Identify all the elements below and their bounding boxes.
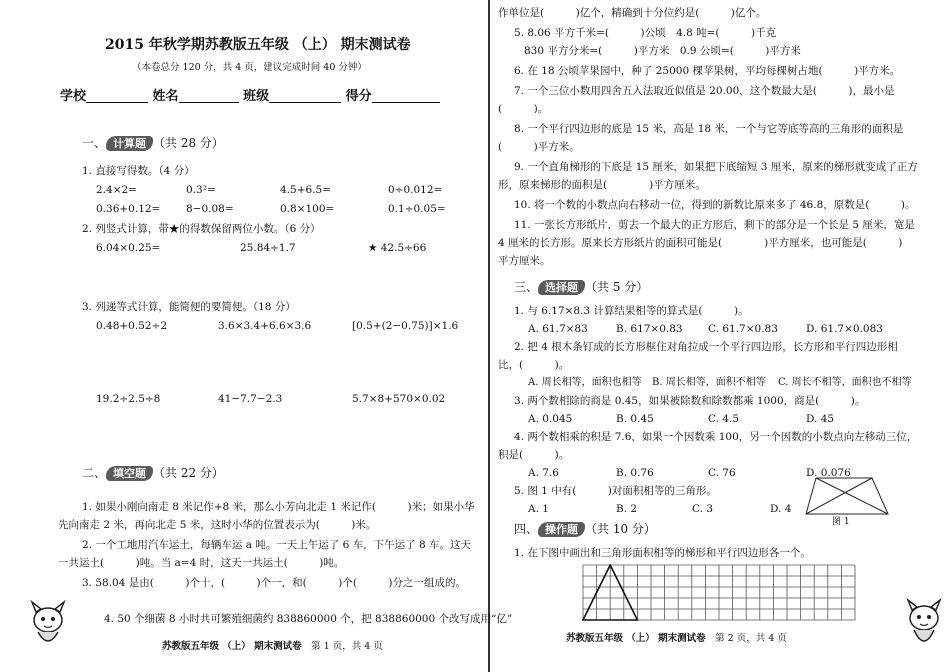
fill-q2: 2. 一个工地用汽车运土，每辆车运 a 吨。一天上午运了 6 车，下午运了 8 车。这天 — [82, 539, 472, 551]
section-points: （共 5 分） — [585, 280, 649, 294]
choice-option: C. 76 — [708, 467, 736, 479]
section-number: 三、 — [514, 280, 539, 294]
q3-item: [0.5+(2−0.75)]×1.6 — [352, 320, 459, 332]
choice-q5: 5. 图 1 中有( )对面积相等的三角形。 — [514, 485, 717, 497]
q2-item: 25.84÷1.7 — [240, 242, 296, 254]
exam-page-2 — [492, 0, 950, 672]
school-label: 学校 — [60, 89, 87, 104]
fill-q8: 8. 一个平行四边形的底是 15 米，高是 18 米，一个与它等底等高的三角形的面积是 — [514, 123, 904, 135]
section-3-header — [514, 280, 648, 295]
fill-q10: 10. 将一个数的小数点向右移动一位，得到的新数比原来多了 46.8，原数是( )。 — [514, 199, 916, 211]
exam-title: 2015 年秋学期苏教版五年级 （上） 期末测试卷 — [105, 37, 411, 53]
section-badge: 选择题 — [538, 280, 585, 295]
footer-title: 苏教版五年级 （上） 期末测试卷 — [566, 633, 706, 644]
choice-option: C. 61.7×0.83 — [708, 323, 778, 335]
section-number: 二、 — [82, 466, 107, 480]
section-points: （共 28 分） — [153, 136, 224, 150]
fill-q4: 4. 50 个细菌 8 小时共可繁殖细菌约 838860000 个，把 838860000 个改写成用“亿” — [104, 613, 513, 625]
section-number: 四、 — [514, 522, 539, 536]
cartoon-mascot-icon — [26, 598, 70, 654]
q2-heading: 2. 列竖式计算，带★的得数保留两位小数。（6 分） — [82, 223, 321, 235]
choice-q4-cont: 积是( )。 — [498, 449, 570, 461]
choice-option: B. 0.76 — [616, 467, 654, 479]
fill-q1: 1. 如果小刚向南走 8 米记作+8 米，那么小芳向北走 1 米记作( )米；如果小华 — [82, 501, 475, 513]
class-field[interactable] — [269, 90, 341, 103]
choice-q2-cont: 比，( )。 — [498, 359, 570, 371]
section-4-header — [514, 522, 656, 537]
fill-q7-cont: ( )。 — [498, 103, 549, 115]
page-footer — [566, 634, 787, 644]
choice-option: A. 61.7×83 — [528, 323, 588, 335]
q1-item: 0.36+0.12= — [96, 203, 161, 215]
q2-item: ★ 42.5÷66 — [368, 242, 427, 254]
q3-item: 19.2÷2.5÷8 — [96, 393, 161, 405]
q2-item: 6.04×0.25= — [96, 242, 161, 254]
q1-item: 4.5+6.5= — [280, 184, 331, 196]
operation-q1: 1. 在下图中画出和三角形面积相等的梯形和平行四边形各一个。 — [514, 547, 811, 559]
q3-item: 3.6×3.4+6.6×3.6 — [218, 320, 312, 332]
fill-q1-cont: 先向南走 2 米，再向北走 5 米，这时小华的位置表示为( )米。 — [58, 519, 377, 531]
choice-option: D. 61.7×0.083 — [806, 323, 883, 335]
choice-option: B. 周长相等，面积不相等 — [652, 377, 766, 388]
fill-q11-cont: 4 厘米的长方形。原来长方形纸片的面积可能是( )平方厘米，也可能是( ) — [498, 237, 903, 249]
q1-heading: 1. 直接写得数。（4 分） — [82, 165, 195, 177]
q1-item: 0.1÷0.05= — [388, 203, 446, 215]
choice-option: C. 周长不相等，面积也不相等 — [778, 377, 912, 388]
q3-item: 0.48+0.52÷2 — [96, 320, 168, 332]
q1-item: 0.8×100= — [280, 203, 335, 215]
choice-option: A. 7.6 — [528, 467, 559, 479]
fill-q5-cont: 830 平方分米=( )平方米 0.9 公顷=( )平方米 — [524, 45, 801, 57]
fill-q3: 3. 58.04 是由( )个十，( )个一，和( )个( )分之一组成的。 — [82, 577, 467, 589]
fill-q9: 9. 一个直角梯形的下底是 15 厘米，如果把下底缩短 3 厘米，原来的梯形就变成了正方 — [514, 161, 918, 173]
q1-item: 0.3²= — [186, 184, 216, 196]
section-points: （共 10 分） — [585, 522, 656, 536]
choice-option: D. 4 — [770, 503, 792, 515]
fill-q11-cont2: 平方厘米。 — [498, 255, 551, 267]
fill-q7: 7. 一个三位小数用四舍五入法取近似值是 20.00，这个数最大是( )，最小是 — [514, 85, 895, 97]
choice-q3: 3. 两个数相除的商是 0.45，如果被除数和除数都乘 1000，商是( )。 — [514, 395, 866, 407]
footer-page-number: 第 1 页，共 4 页 — [311, 641, 383, 652]
choice-q2: 2. 把 4 根木条钉成的长方形框住对角拉成一个平行四边形，长方形和平行四边形相 — [514, 341, 898, 353]
q1-item: 8−0.08= — [186, 203, 234, 215]
section-1-header — [82, 136, 224, 151]
cartoon-mascot-icon — [902, 596, 946, 656]
fill-q9-cont: 形，原来梯形的面积是( )平方厘米。 — [498, 179, 706, 191]
choice-option: A. 0.045 — [528, 413, 573, 425]
section-badge: 计算题 — [106, 136, 153, 151]
section-points: （共 22 分） — [153, 466, 224, 480]
section-2-header — [82, 466, 224, 481]
choice-option: D. 0.076 — [806, 467, 851, 479]
q3-item: 5.7×8+570×0.02 — [352, 393, 446, 405]
choice-option: C. 4.5 — [708, 413, 740, 425]
figure-1-label: 图 1 — [832, 517, 850, 527]
choice-option: B. 2 — [616, 503, 638, 515]
footer-page-number: 第 2 页，共 4 页 — [715, 633, 787, 644]
fill-q4-cont: 作单位是( )亿个，精确到十分位约是( )亿个。 — [498, 7, 767, 19]
fill-q11: 11. 一张长方形纸片，剪去一个最大的正方形后，剩下的部分是一个长是 5 厘米，宽是 — [514, 219, 915, 231]
fill-q5: 5. 8.06 平方千米=( )公顷 4.8 吨=( )千克 — [514, 27, 777, 39]
q1-item: 0÷0.012= — [388, 184, 443, 196]
score-field[interactable] — [372, 90, 440, 103]
section-badge: 填空题 — [106, 466, 153, 481]
score-label: 得分 — [345, 89, 372, 104]
footer-title: 苏教版五年级 （上） 期末测试卷 — [162, 641, 302, 652]
school-field[interactable] — [86, 90, 148, 103]
choice-option: B. 0.45 — [616, 413, 654, 425]
q3-heading: 3. 列递等式计算，能简便的要简便。（18 分） — [82, 301, 296, 313]
figure-1-trapezoid-diagram — [802, 474, 892, 518]
choice-option: D. 45 — [806, 413, 835, 425]
section-badge: 操作题 — [538, 522, 585, 537]
name-label: 姓名 — [152, 89, 179, 104]
drawing-grid[interactable] — [582, 564, 856, 624]
choice-option: A. 周长相等，面积也相等 — [528, 377, 642, 388]
choice-option: B. 617×0.83 — [616, 323, 683, 335]
choice-option: A. 1 — [528, 503, 549, 515]
name-field[interactable] — [179, 90, 239, 103]
choice-option: C. 3 — [692, 503, 714, 515]
info-bar — [60, 90, 440, 103]
choice-q4: 4. 两个数相乘的积是 7.6，如果一个因数乘 100，另一个因数的小数点向左移动三位， — [514, 431, 918, 443]
fill-q6: 6. 在 18 公顷苹果园中，种了 25000 棵苹果树，平均每棵树占地( )平方米。 — [514, 65, 901, 77]
fill-q2-cont: 一共运土( )吨。当 a=4 时，这天一共运土( )吨。 — [58, 557, 345, 569]
exam-note: （本卷总分 120 分，共 4 页，建议完成时间 40 分钟） — [132, 62, 367, 73]
section-number: 一、 — [82, 136, 107, 150]
choice-q1: 1. 与 6.17×8.3 计算结果相等的算式是( )。 — [514, 305, 749, 317]
q3-item: 41−7.7−2.3 — [218, 393, 283, 405]
class-label: 班级 — [243, 89, 270, 104]
q1-item: 2.4×2= — [96, 184, 137, 196]
page-footer — [162, 642, 383, 652]
fill-q8-cont: ( )平方米。 — [498, 141, 580, 153]
